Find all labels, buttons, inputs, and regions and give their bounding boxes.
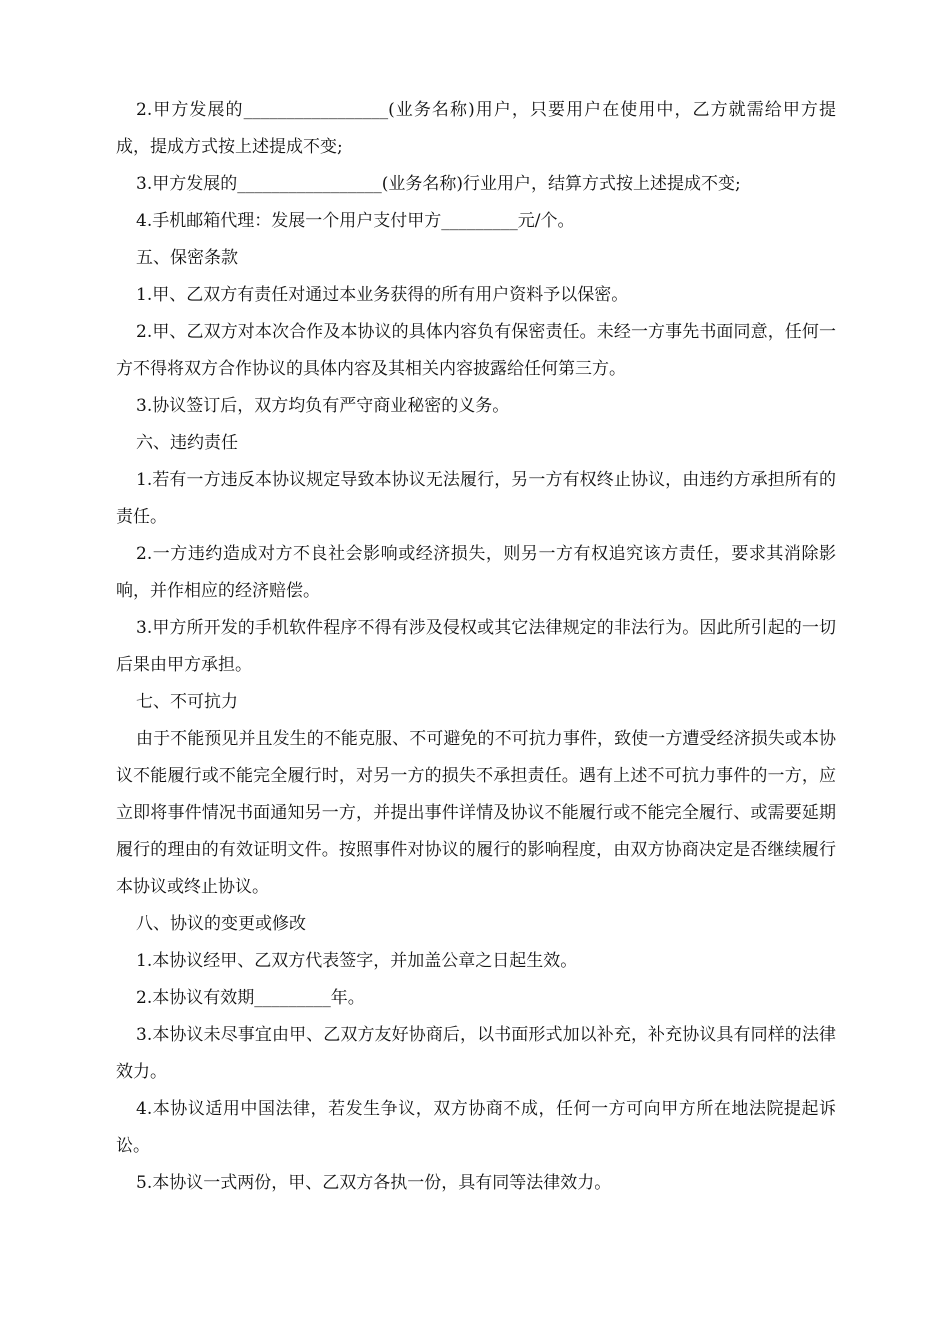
clause-8-4: 4.本协议适用中国法律，若发生争议，双方协商不成，任何一方可向甲方所在地法院提起诉讼。 (116, 1099, 836, 1156)
clause-6-1: 1.若有一方违反本协议规定导致本协议无法履行，另一方有权终止协议，由违约方承担所有的责任。 (116, 470, 836, 527)
clause-6-2: 2.一方违约造成对方不良社会影响或经济损失，则另一方有权追究该方责任，要求其消除影响，并作相应的经济赔偿。 (116, 544, 836, 601)
section-heading-amendment: 八、协议的变更或修改 (136, 914, 306, 934)
section-heading-force-majeure: 七、不可抗力 (136, 692, 238, 712)
clause-4-3: 3.甲方发展的_________________(业务名称)行业用户，结算方式按上述提成不变; (136, 174, 741, 194)
clause-4-2: 2.甲方发展的_________________(业务名称)用户，只要用户在使用中，乙方就需给甲方提成，提成方式按上述提成不变; (116, 100, 836, 157)
clause-6-3: 3.甲方所开发的手机软件程序不得有涉及侵权或其它法律规定的非法行为。因此所引起的一切后果由甲方承担。 (116, 618, 836, 675)
section-heading-confidentiality: 五、保密条款 (136, 248, 238, 268)
clause-8-5: 5.本协议一式两份，甲、乙双方各执一份，具有同等法律效力。 (136, 1173, 612, 1193)
clause-5-1: 1.甲、乙双方有责任对通过本业务获得的所有用户资料予以保密。 (136, 285, 629, 305)
clause-8-2: 2.本协议有效期_________年。 (136, 988, 365, 1008)
clause-5-2: 2.甲、乙双方对本次合作及本协议的具体内容负有保密责任。未经一方事先书面同意，任何一方不得将双方合作协议的具体内容及其相关内容披露给任何第三方。 (116, 322, 836, 379)
clause-8-1: 1.本协议经甲、乙双方代表签字，并加盖公章之日起生效。 (136, 951, 578, 971)
clause-8-3: 3.本协议未尽事宜由甲、乙双方友好协商后，以书面形式加以补充，补充协议具有同样的法律效力。 (116, 1025, 836, 1082)
clause-7-body: 由于不能预见并且发生的不能克服、不可避免的不可抗力事件，致使一方遭受经济损失或本协议不能履行或不能完全履行时，对另一方的损失不承担责任。遇有上述不可抗力事件的一方，应立即将事件情况书面通知另一方，并提出事件详情及协议不能履行或不能完全履行、或需要延期履行的理由的有效证明文件。按照事件对协议的履行的影响程度，由双方协商决定是否继续履行本协议或终止协议。 (116, 729, 836, 897)
section-heading-liability: 六、违约责任 (136, 433, 238, 453)
clause-5-3: 3.协议签订后，双方均负有严守商业秘密的义务。 (136, 396, 510, 416)
clause-4-4: 4.手机邮箱代理：发展一个用户支付甲方_________元/个。 (136, 211, 575, 231)
document-body (116, 92, 836, 1202)
